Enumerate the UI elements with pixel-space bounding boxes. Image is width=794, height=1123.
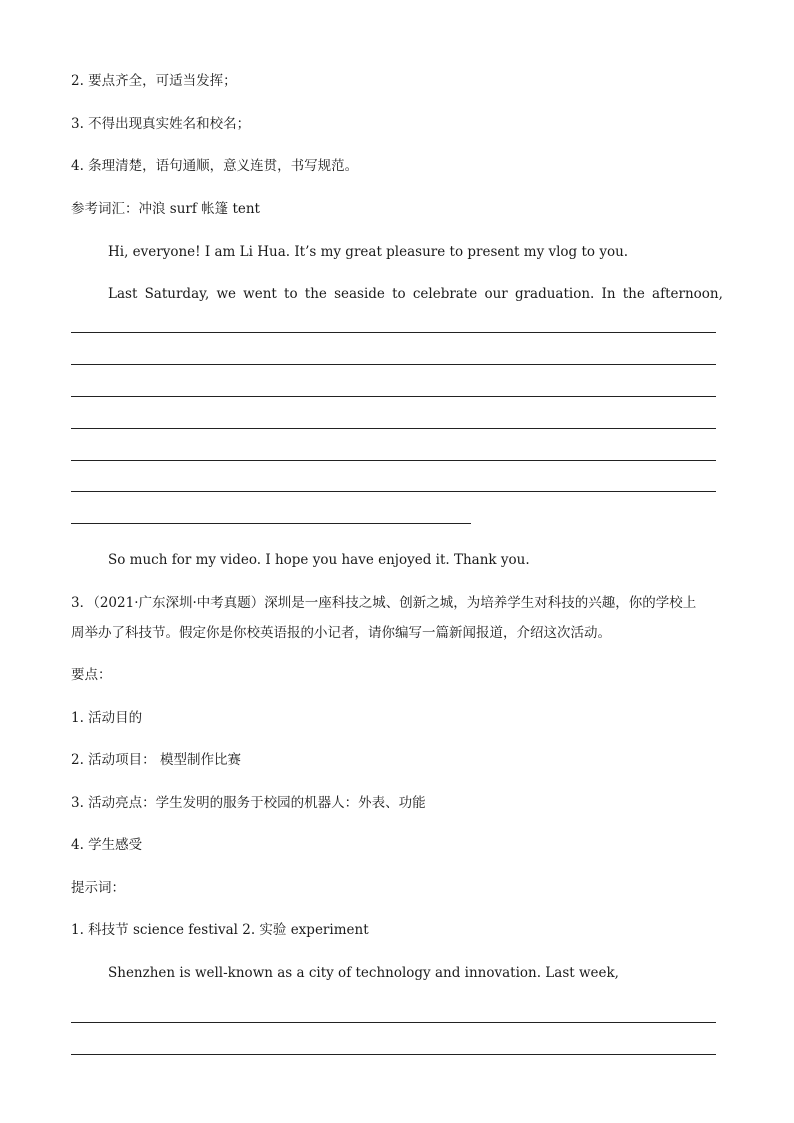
q2-requirement-4: 4. 条理清楚，语句通顺，意义连贯，书写规范。 <box>71 158 359 174</box>
q3-prompt-line-2: 周举办了科技节。假定你是你校英语报的小记者，请你编写一篇新闻报道，介绍这次活动。 <box>71 625 611 641</box>
word: graduation. <box>514 286 595 302</box>
q3-start-sentence: Shenzhen is well-known as a city of technology and innovation. Last week, <box>108 965 619 981</box>
word: celebrate <box>412 286 478 302</box>
q3-hint-label: 提示词： <box>71 880 125 896</box>
q2-requirement-2: 2. 要点齐全，可适当发挥； <box>71 73 237 89</box>
word: seaside <box>334 286 385 302</box>
q2-closing-sentence: So much for my video. I hope you have enjoyed it. Thank you. <box>108 552 530 568</box>
word: Saturday, <box>144 286 210 302</box>
word: the <box>304 286 327 302</box>
q2-opening-sentence: Hi, everyone! I am Li Hua. It’s my great pleasure to present my vlog to you. <box>108 244 629 260</box>
q3-points-label: 要点： <box>71 667 112 683</box>
writing-line[interactable] <box>71 1022 716 1023</box>
q2-start-sentence <box>108 285 723 303</box>
q3-point-1: 1. 活动目的 <box>71 710 143 726</box>
word: afternoon, <box>652 286 723 302</box>
word: to <box>392 286 406 302</box>
word: Last <box>108 286 138 302</box>
writing-line[interactable] <box>71 460 716 461</box>
q3-prompt-line-1: 3．（2021·广东深圳·中考真题）深圳是一座科技之城、创新之城，为培养学生对科技的兴趣，你的学校上 <box>71 595 697 611</box>
writing-line[interactable] <box>71 1054 716 1055</box>
word: we <box>216 286 236 302</box>
q3-point-4: 4. 学生感受 <box>71 837 143 853</box>
writing-line[interactable] <box>71 332 716 333</box>
writing-line[interactable] <box>71 491 716 492</box>
writing-line[interactable] <box>71 396 716 397</box>
word: In <box>601 286 616 302</box>
word: went <box>243 286 277 302</box>
word: our <box>484 286 508 302</box>
q2-vocabulary: 参考词汇：冲浪 surf 帐篷 tent <box>71 201 260 217</box>
q3-hints: 1. 科技节 science festival 2. 实验 experiment <box>71 922 369 938</box>
q3-point-2: 2. 活动项目： 模型制作比赛 <box>71 752 241 768</box>
q2-requirement-3: 3. 不得出现真实姓名和校名； <box>71 116 251 132</box>
writing-line[interactable] <box>71 428 716 429</box>
word: the <box>622 286 645 302</box>
writing-line[interactable] <box>71 364 716 365</box>
word: to <box>284 286 298 302</box>
q3-point-3: 3. 活动亮点：学生发明的服务于校园的机器人：外表、功能 <box>71 795 426 811</box>
writing-line[interactable] <box>71 523 471 524</box>
